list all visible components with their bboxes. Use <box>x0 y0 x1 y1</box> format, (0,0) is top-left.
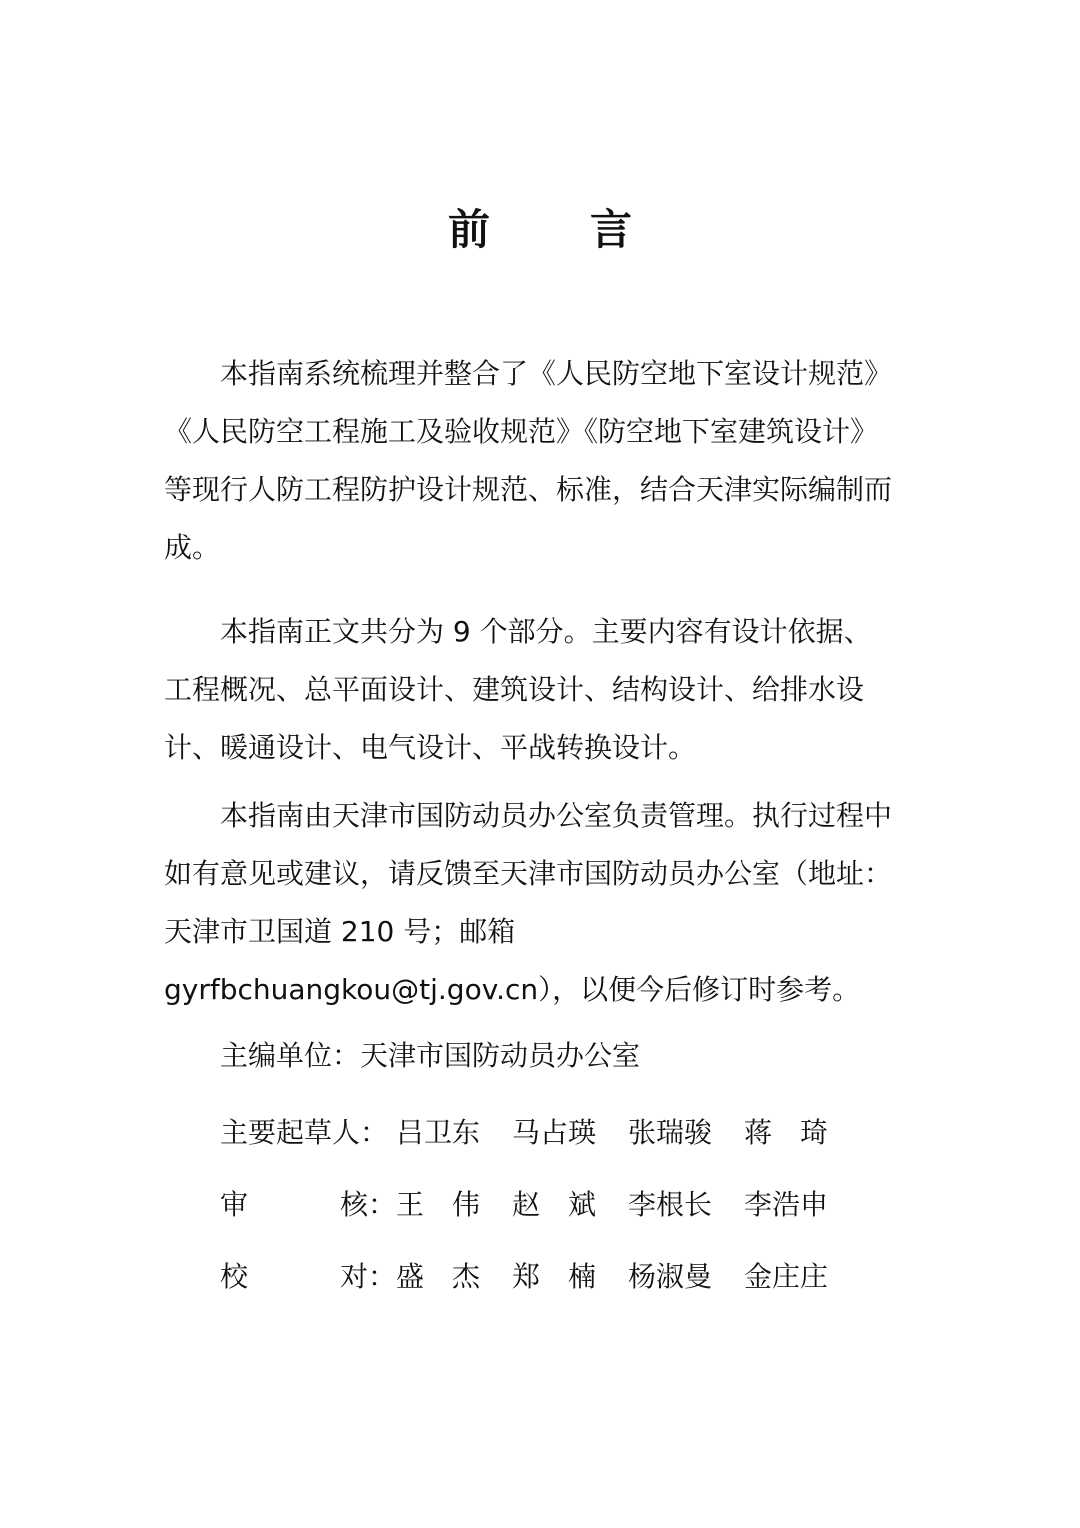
reviewer-name: 赵 斌 <box>512 1188 597 1221</box>
proofreaders-label-a: 校 <box>220 1260 249 1293</box>
drafter-name: 马占瑛 <box>512 1116 597 1149</box>
proofreader-name: 杨淑曼 <box>628 1260 713 1293</box>
proofreader-name: 盛 杰 <box>396 1260 481 1293</box>
drafter-name: 吕卫东 <box>396 1116 481 1149</box>
title-char-1: 前 <box>447 205 490 254</box>
reviewer-name: 李浩申 <box>744 1188 829 1221</box>
reviewers-row <box>164 1169 896 1241</box>
reviewers-names <box>396 1169 860 1241</box>
document-body <box>164 345 896 1313</box>
reviewer-name: 王 伟 <box>396 1188 481 1221</box>
paragraph-management-tail: ），以便今后修订时参考。 <box>538 973 861 1006</box>
reviewer-name: 李根长 <box>628 1188 713 1221</box>
chief-editor-line <box>164 1027 896 1085</box>
proofreaders-names <box>396 1241 860 1313</box>
title-char-2: 言 <box>590 205 633 254</box>
chief-editor-label: 主编单位： <box>220 1039 361 1072</box>
drafters-row <box>164 1097 896 1169</box>
proofreader-name: 郑 楠 <box>512 1260 597 1293</box>
chief-editor-value: 天津市国防动员办公室 <box>360 1039 641 1072</box>
drafter-name: 张瑞骏 <box>628 1116 713 1149</box>
proofreaders-label <box>164 1241 396 1313</box>
paragraph-contents: 本指南正文共分为 9 个部分。主要内容有设计依据、工程概况、总平面设计、建筑设计、结构设计、给排水设计、暖通设计、电气设计、平战转换设计。 <box>164 615 872 764</box>
reviewers-label-b: 核： <box>339 1188 396 1221</box>
paragraph-management-text: 本指南由天津市国防动员办公室负责管理。执行过程中如有意见或建议，请反馈至天津市国防动员办公室（地址：天津市卫国道 210 号；邮箱 <box>164 799 893 948</box>
reviewers-label <box>164 1169 396 1241</box>
page-title <box>0 198 1080 262</box>
proofreader-name: 金庄庄 <box>744 1260 829 1293</box>
reviewers-label-a: 审 <box>220 1188 249 1221</box>
email-address: gyrfbchuangkou@tj.gov.cn <box>164 973 539 1006</box>
proofreaders-row <box>164 1241 896 1313</box>
drafters-names <box>396 1097 860 1169</box>
drafter-name: 蒋 琦 <box>744 1116 829 1149</box>
drafters-label: 主要起草人： <box>220 1116 389 1149</box>
paragraph-intro: 本指南系统梳理并整合了《人民防空地下室设计规范》《人民防空工程施工及验收规范》《防空地下室建筑设计》等现行人防工程防护设计规范、标准，结合天津实际编制而成。 <box>164 357 893 564</box>
paragraph-management <box>164 787 896 1019</box>
proofreaders-label-b: 对： <box>339 1260 396 1293</box>
